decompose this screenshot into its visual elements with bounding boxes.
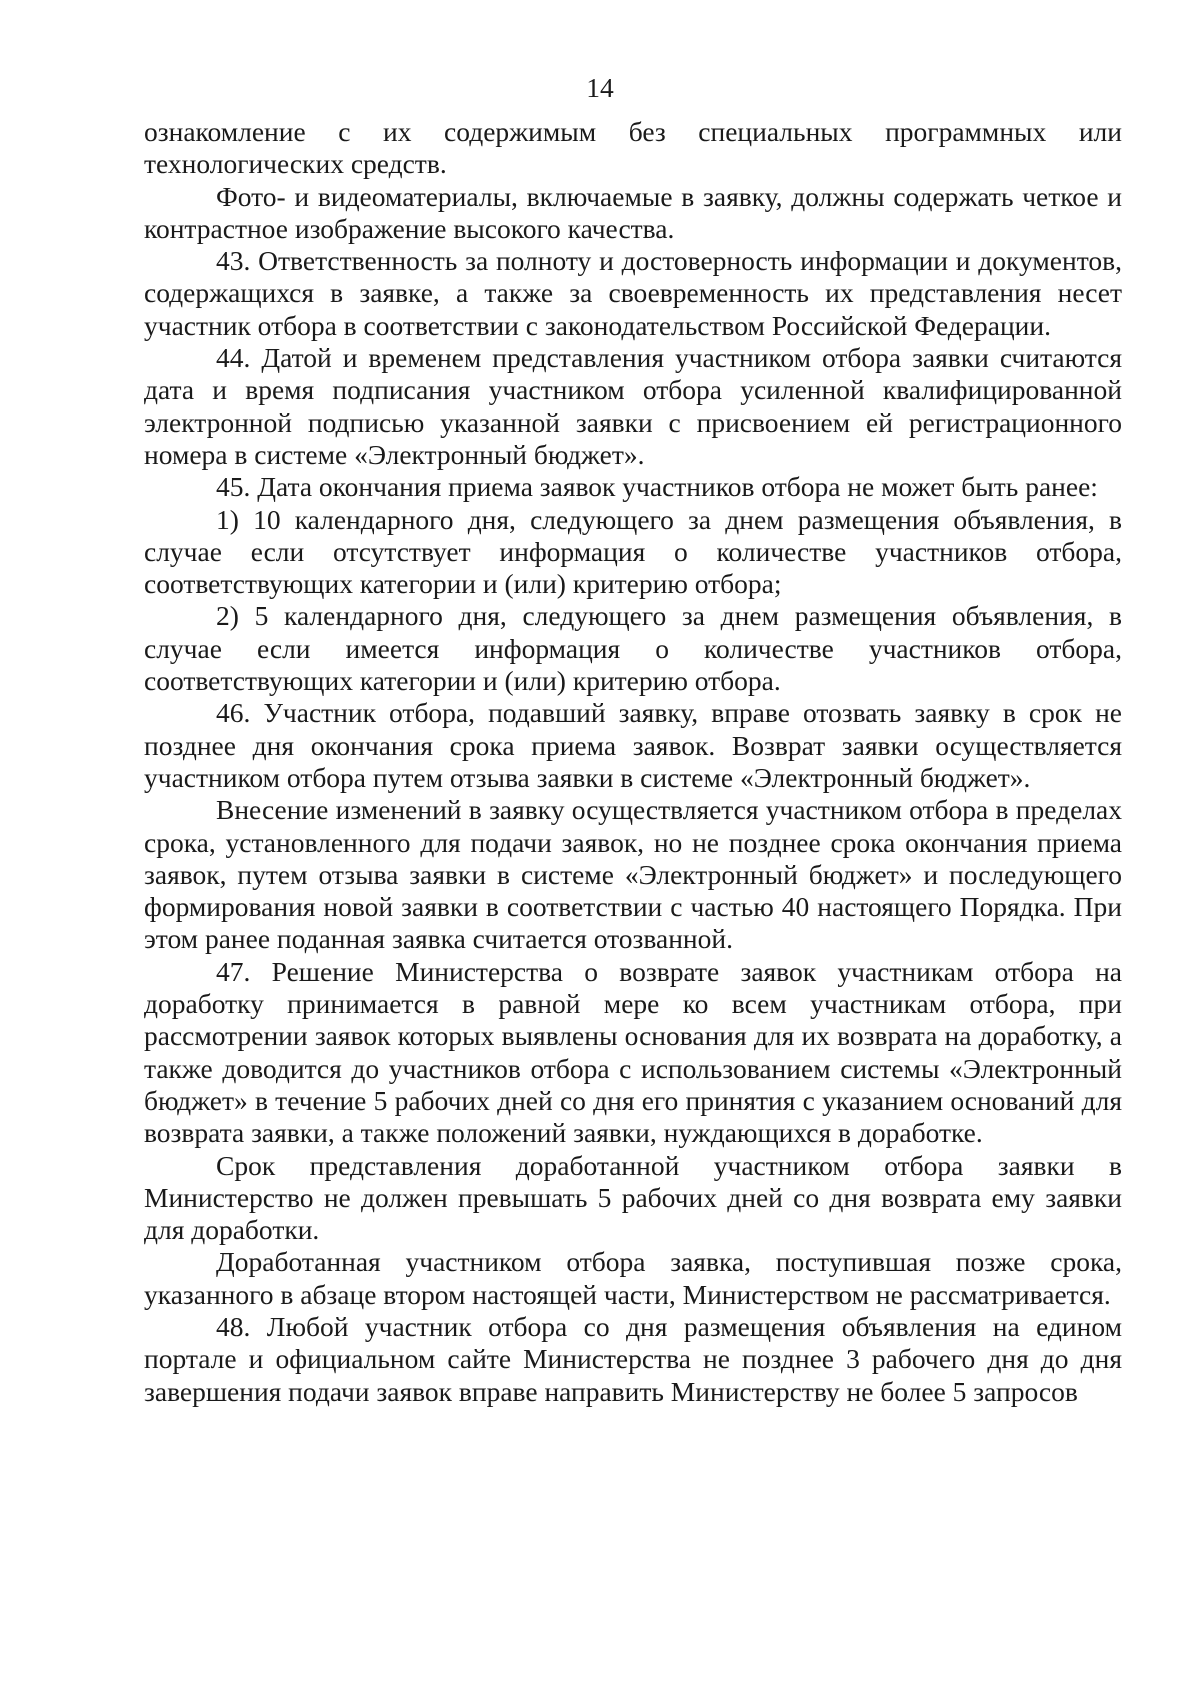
paragraph-47: 47. Решение Министерства о возврате заявок участникам отбора на доработку принимается в равной мере ко всем участникам отбора, при рассмотрении заявок которых выявлены основания для их возврата на доработку, а также доводится до участников отбора с использованием системы «Электронный бюджет» в течение 5 рабочих дней со дня его принятия с указанием оснований для возврата заявки, а также положений заявки, нуждающихся в доработке. xyxy=(144,955,1122,1149)
paragraph-continuation: ознакомление с их содержимым без специальных программных или технологических средств. xyxy=(144,116,1122,180)
paragraph-photo-video: Фото- и видеоматериалы, включаемые в заявку, должны содержать четкое и контрастное изображение высокого качества. xyxy=(144,180,1122,244)
paragraph-44: 44. Датой и временем представления участником отбора заявки считаются дата и время подписания участником отбора усиленной квалифицированной электронной подписью указанной заявки с присвоением ей регистрационного номера в системе «Электронный бюджет». xyxy=(144,342,1122,470)
paragraph-45: 45. Дата окончания приема заявок участников отбора не может быть ранее: xyxy=(216,471,1098,503)
paragraph-45-item-1: 1) 10 календарного дня, следующего за днем размещения объявления, в случае если отсутствует информация о количестве участников отбора, соответствующих категории и (или) критерию отбора; xyxy=(144,503,1122,600)
paragraph-46-changes: Внесение изменений в заявку осуществляется участником отбора в пределах срока, установленного для подачи заявок, но не позднее срока окончания приема заявок, путем отзыва заявки в системе «Электронный бюджет» и последующего формирования новой заявки в соответствии с частью 40 настоящего Порядка. При этом ранее поданная заявка считается отозванной. xyxy=(144,794,1122,955)
paragraph-45-item-2: 2) 5 календарного дня, следующего за днем размещения объявления, в случае если имеется информация о количестве участников отбора, соответствующих категории и (или) критерию отбора. xyxy=(144,600,1122,697)
paragraph-47-term: Срок представления доработанной участником отбора заявки в Министерство не должен превышать 5 рабочих дней со дня возврата ему заявки для доработки. xyxy=(144,1149,1122,1246)
paragraph-48: 48. Любой участник отбора со дня размещения объявления на едином портале и официальном сайте Министерства не позднее 3 рабочего дня до дня завершения подачи заявок вправе направить Министерству не более 5 запросов xyxy=(144,1310,1122,1407)
paragraph-46: 46. Участник отбора, подавший заявку, вправе отозвать заявку в срок не позднее дня окончания срока приема заявок. Возврат заявки осуществляется участником отбора путем отзыва заявки в системе «Электронный бюджет». xyxy=(144,697,1122,793)
document-body xyxy=(144,116,1122,1408)
paragraph-43: 43. Ответственность за полноту и достоверность информации и документов, содержащихся в заявке, а также за своевременность их представления несет участник отбора в соответствии с законодательством Российской Федерации. xyxy=(144,245,1122,341)
paragraph-47-late: Доработанная участником отбора заявка, поступившая позже срока, указанного в абзаце втором настоящей части, Министерством не рассматривается. xyxy=(144,1246,1122,1310)
page-number: 14 xyxy=(586,72,614,103)
